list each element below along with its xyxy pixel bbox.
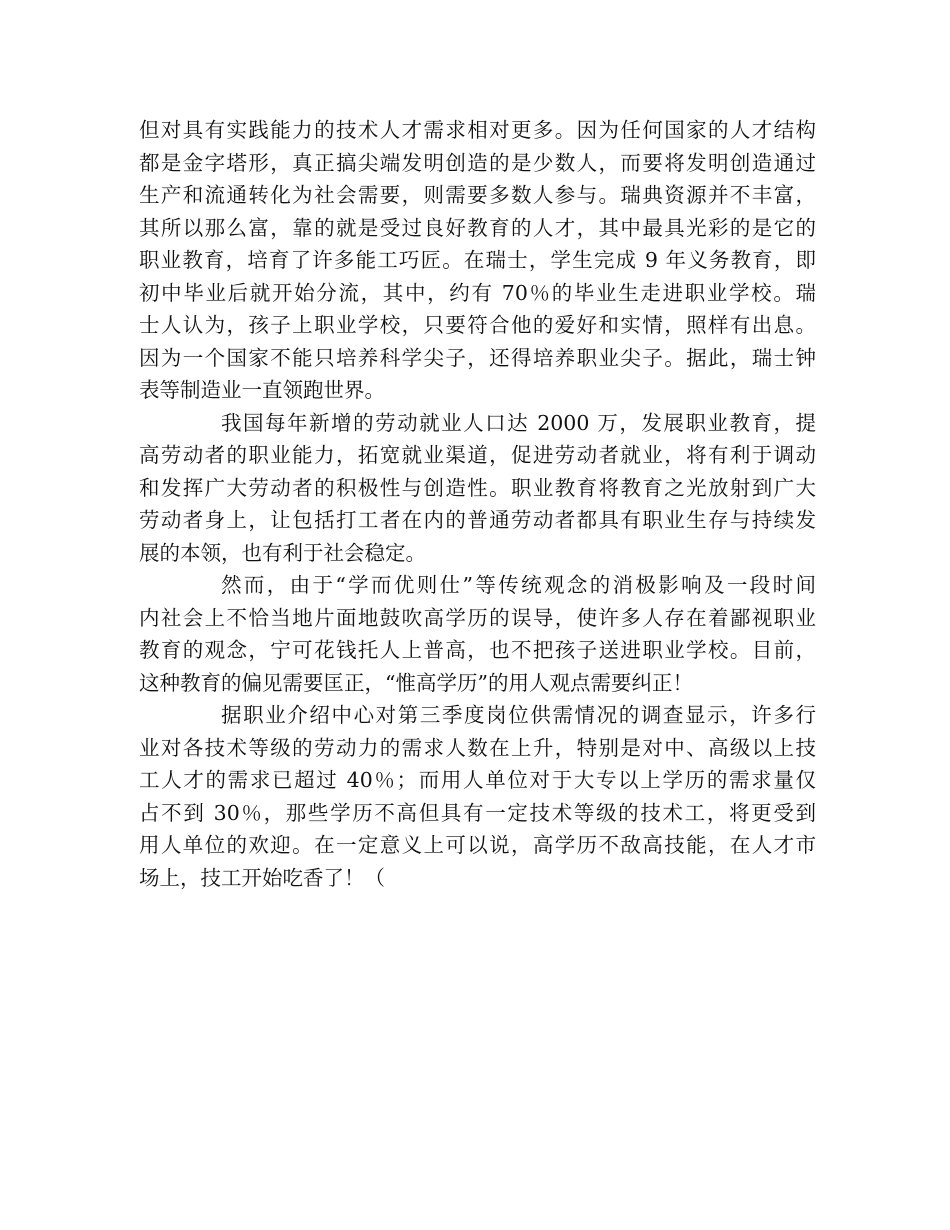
text-line: 生产和流通转化为社会需要，则需要多数人参与。瑞典资源并不丰富， [139,183,816,207]
paragraph-4 [139,699,816,894]
text-line: 但对具有实践能力的技术人才需求相对更多。因为任何国家的人才结构 [139,118,816,142]
text-line: 初中毕业后就开始分流，其中，约有 70％的毕业生走进职业学校。瑞 [139,280,816,305]
text-line: 占不到 30％，那些学历不高但具有一定技术等级的技术工，将更受到 [139,800,816,825]
text-line: 其所以那么富，靠的就是受过良好教育的人才，其中最具光彩的是它的 [139,215,816,240]
text-line: 这种教育的偏见需要匡正，“惟高学历”的用人观点需要纠正！ [139,670,693,695]
text-line: 场上，技工开始吃香了！（ [139,865,385,890]
text-line: 劳动者身上，让包括打工者在内的普通劳动者都具有职业生存与持续发 [139,508,816,532]
text-line: 内社会上不恰当地片面地鼓吹高学历的误导，使许多人存在着鄙视职业 [139,605,816,630]
text-line: 因为一个国家不能只培养科学尖子，还得培养职业尖子。据此，瑞士钟 [139,345,816,370]
text-line: 据职业介绍中心对第三季度岗位供需情况的调查显示，许多行 [221,703,816,727]
text-line: 士人认为，孩子上职业学校，只要符合他的爱好和实情，照样有出息。 [139,313,816,337]
text-line: 展的本领，也有利于社会稳定。 [139,540,426,565]
document-body [139,114,816,894]
text-line: 我国每年新增的劳动就业人口达 2000 万，发展职业教育，提 [221,410,816,435]
text-line: 业对各技术等级的劳动力的需求人数在上升，特别是对中、高级以上技 [139,735,816,760]
paragraph-2 [139,407,816,570]
text-line: 教育的观念，宁可花钱托人上普高，也不把孩子送进职业学校。目前， [139,638,816,662]
text-line: 高劳动者的职业能力，拓宽就业渠道，促进劳动者就业，将有利于调动 [139,443,816,467]
paragraph-1 [139,114,816,407]
text-line: 工人才的需求已超过 40％；而用人单位对于大专以上学历的需求量仅 [139,768,816,792]
text-line: 和发挥广大劳动者的积极性与创造性。职业教育将教育之光放射到广大 [139,475,816,500]
text-line: 职业教育，培育了许多能工巧匠。在瑞士，学生完成 9 年义务教育，即 [139,248,816,272]
text-line: 然而，由于“学而优则仕”等传统观念的消极影响及一段时间 [221,573,816,597]
text-line: 都是金字塔形，真正搞尖端发明创造的是少数人，而要将发明创造通过 [139,150,816,175]
text-line: 用人单位的欢迎。在一定意义上可以说，高学历不敌高技能，在人才市 [139,833,816,857]
text-line: 表等制造业一直领跑世界。 [139,378,385,402]
paragraph-3 [139,569,816,699]
